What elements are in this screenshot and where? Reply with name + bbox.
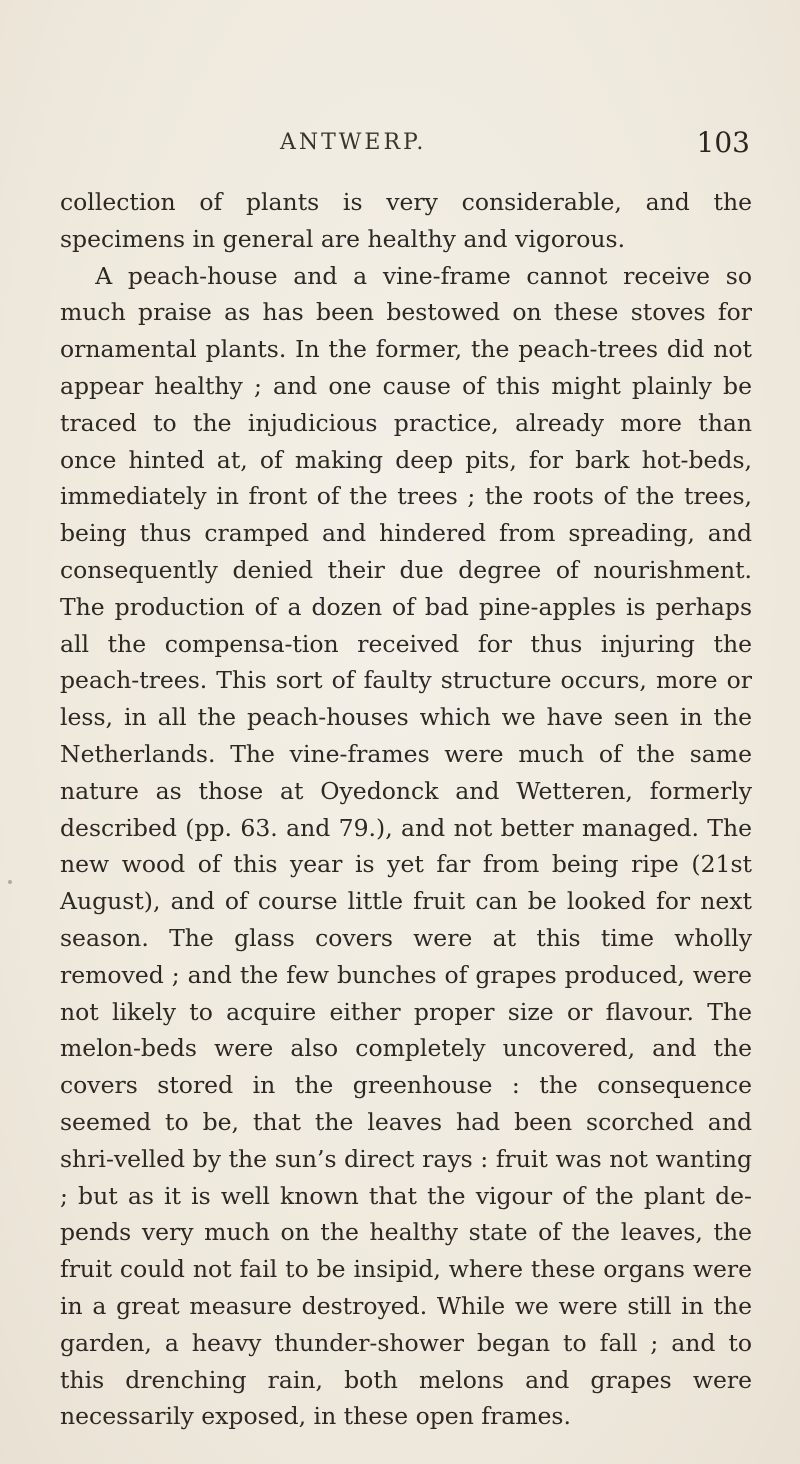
margin-speck — [8, 880, 12, 884]
running-title: ANTWERP. — [280, 130, 427, 155]
paragraph-1: collection of plants is very considerable, and the specimens in general are healthy and vigorous. — [60, 188, 752, 253]
page-header — [60, 126, 750, 170]
page-number: 103 — [696, 126, 750, 159]
body-text — [60, 184, 752, 1435]
paragraph-2: A peach-house and a vine-frame cannot receive so much praise as has been bestowed on these stoves for ornamental plants. In the former, the peach-trees did not appear healthy ; and one cause of this might plainly be traced to the injudicious practice, already more than once hinted at, of making deep pits, for bark hot-beds, immediately in front of the trees ; the roots of the trees, being thus cramped and hindered from spreading, and consequently denied their due degree of nourishment. The production of a dozen of bad pine-apples is perhaps all the compensa-tion received for thus injuring the peach-trees. This sort of faulty structure occurs, more or less, in all the peach-houses which we have seen in the Netherlands. The vine-frames were much of the same nature as those at Oyedonck and Wetteren, formerly described (pp. 63. and 79.), and not better managed. The new wood of this year is yet far from being ripe (21st August), and of course little fruit can be looked for next season. The glass covers were at this time wholly removed ; and the few bunches of grapes produced, were not likely to acquire either proper size or flavour. The melon-beds were also completely uncovered, and the covers stored in the greenhouse : the consequence seemed to be, that the leaves had been scorched and shri-velled by the sun’s direct rays : fruit was not wanting ; but as it is well known that the vigour of the plant de-pends very much on the healthy state of the leaves, the fruit could not fail to be insipid, where these organs were in a great measure destroyed. While we were still in the garden, a heavy thunder-shower began to fall ; and to this drenching rain, both melons and grapes were necessarily exposed, in these open frames. — [60, 261, 752, 1431]
